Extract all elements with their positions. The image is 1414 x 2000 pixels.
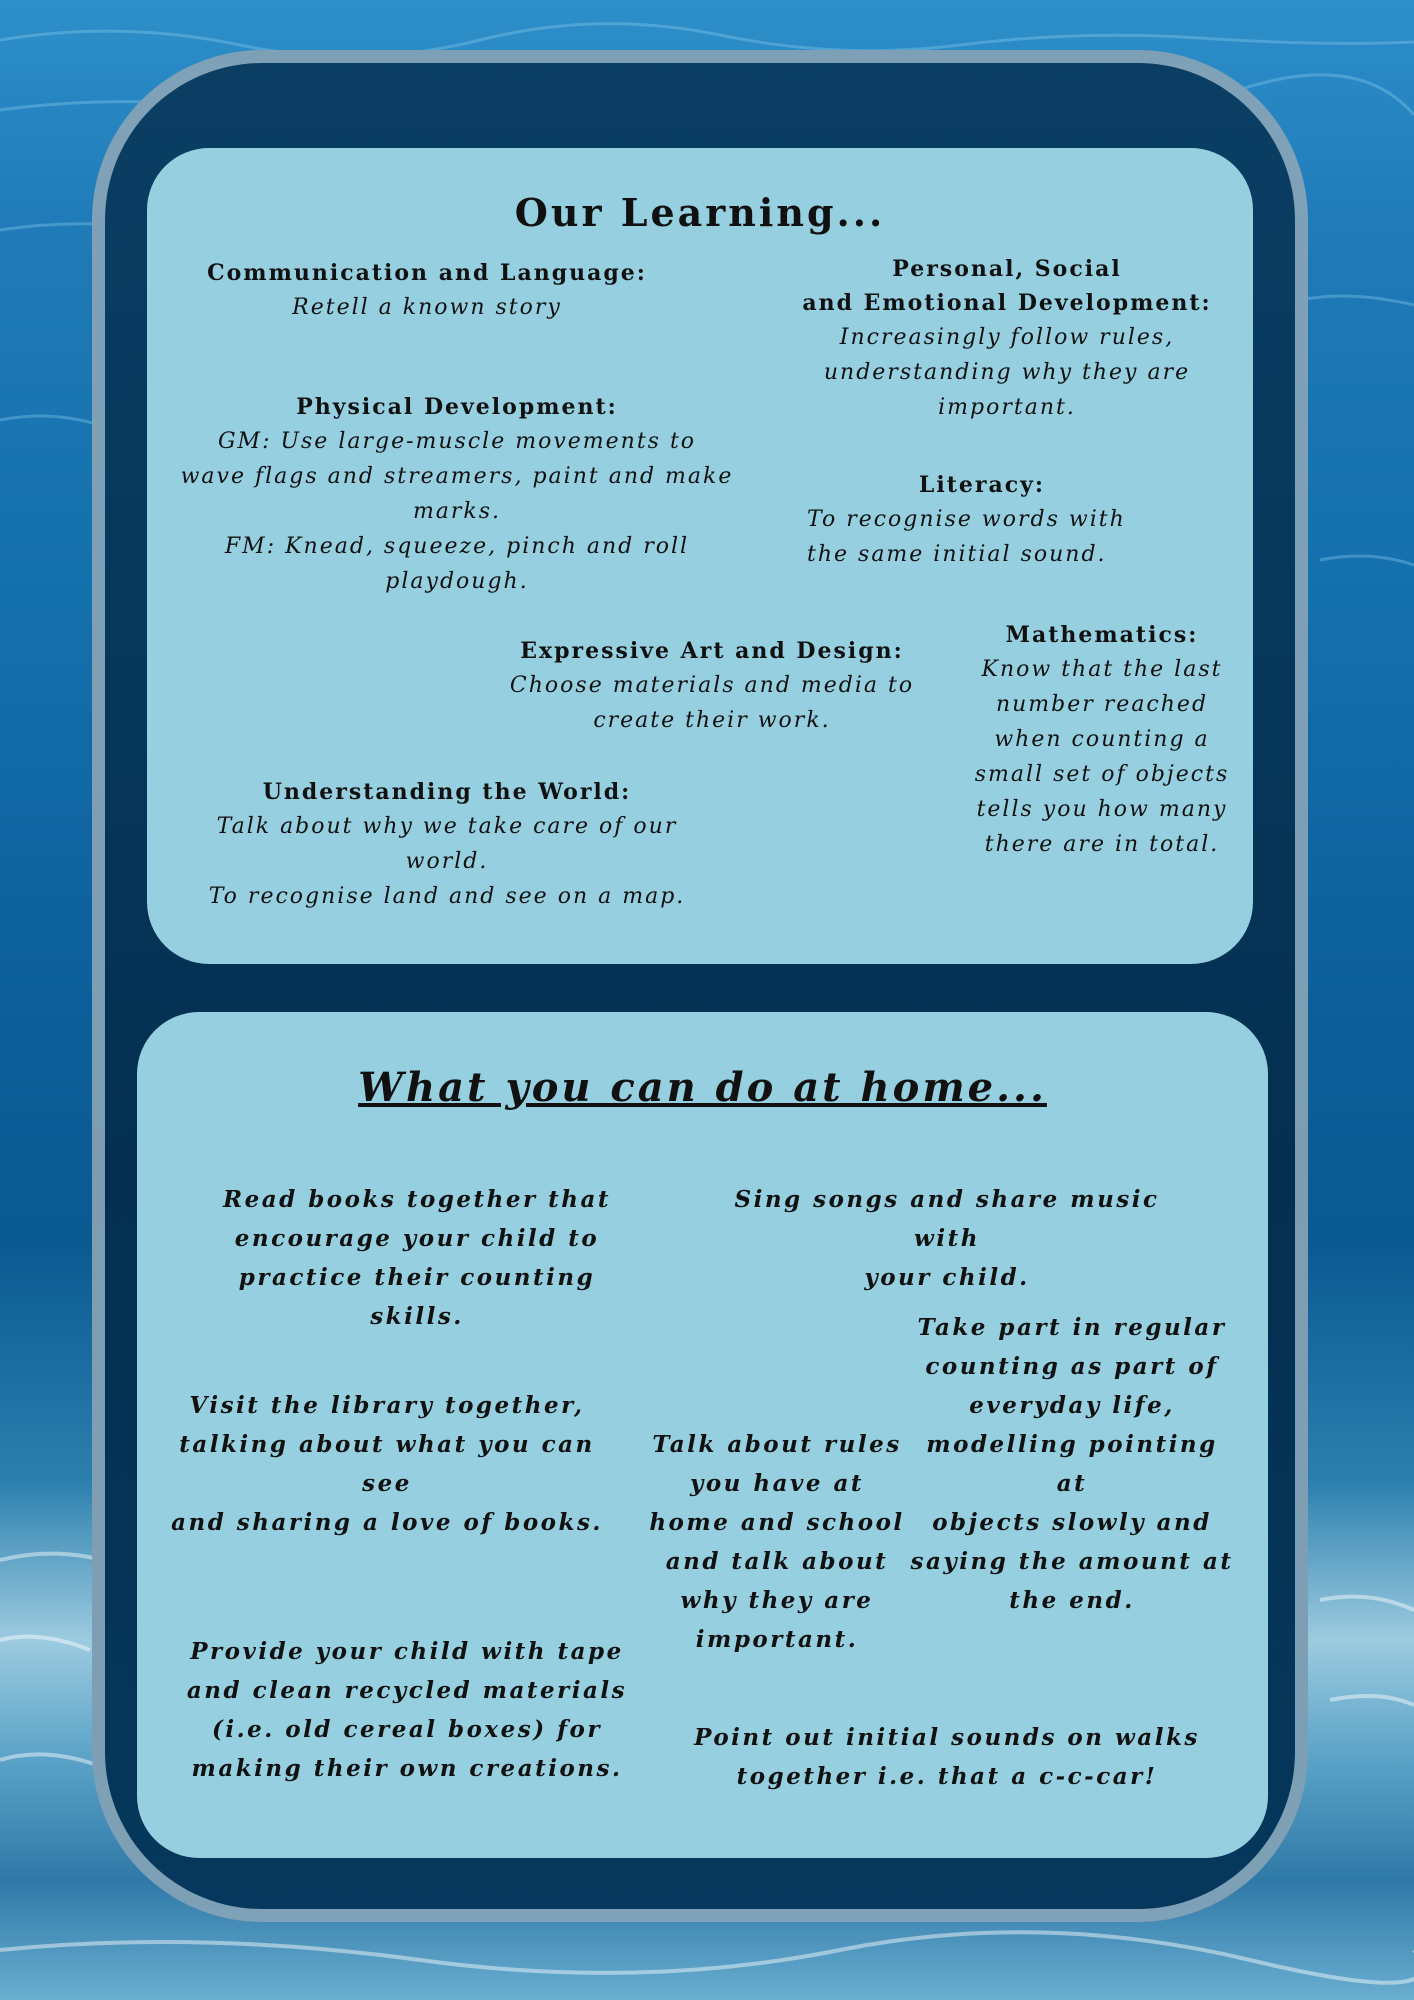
- home-title: What you can do at home...: [358, 1064, 1047, 1111]
- communication-line: Retell a known story: [292, 295, 562, 320]
- tip-library: [157, 1386, 617, 1542]
- world-line: world.: [405, 849, 489, 874]
- tip-tape: [177, 1632, 637, 1788]
- tip-line: talking about what you can see: [179, 1431, 595, 1497]
- tip-line: modelling pointing at: [926, 1431, 1218, 1497]
- home-panel: [137, 1012, 1268, 1858]
- expressive-heading: Expressive Art and Design:: [520, 638, 904, 664]
- tip-line: and sharing a love of books.: [171, 1509, 603, 1536]
- expressive-line: create their work.: [593, 708, 831, 733]
- tip-line: you have at: [689, 1470, 865, 1497]
- tip-read-books: [187, 1180, 647, 1336]
- physical-line: marks.: [412, 499, 502, 524]
- mathematics-line: there are in total.: [984, 832, 1220, 857]
- tip-sounds: [687, 1718, 1207, 1796]
- literacy-heading: Literacy:: [918, 472, 1046, 498]
- tip-line: objects slowly and: [932, 1509, 1212, 1536]
- literacy-line: the same initial sound.: [807, 542, 1107, 567]
- psed-line: important.: [938, 395, 1076, 420]
- psed-heading-line: and Emotional Development:: [802, 290, 1212, 316]
- psed-line: Increasingly follow rules,: [839, 325, 1175, 350]
- tip-line: (i.e. old cereal boxes) for: [212, 1716, 602, 1743]
- tip-line: important.: [695, 1626, 859, 1653]
- world-block: [187, 775, 707, 914]
- tip-rules: [647, 1425, 907, 1659]
- psed-block: [787, 252, 1227, 425]
- tip-line: home and school: [649, 1509, 905, 1536]
- mathematics-heading: Mathematics:: [1005, 622, 1199, 648]
- physical-line: FM: Knead, squeeze, pinch and roll: [224, 534, 690, 559]
- tip-line: your child.: [864, 1264, 1030, 1291]
- expressive-line: Choose materials and media to: [509, 673, 915, 698]
- tip-line: Provide your child with tape: [190, 1638, 624, 1665]
- mathematics-line: small set of objects: [974, 762, 1230, 787]
- world-line: To recognise land and see on a map.: [208, 884, 686, 909]
- tip-line: Sing songs and share music with: [734, 1186, 1160, 1252]
- tip-line: Point out initial sounds on walks: [694, 1724, 1200, 1751]
- world-heading: Understanding the World:: [262, 779, 632, 805]
- mathematics-block: [962, 618, 1242, 862]
- tip-line: why they are: [680, 1587, 874, 1614]
- physical-block: [167, 390, 747, 599]
- our-learning-title: Our Learning...: [514, 190, 886, 235]
- world-line: Talk about why we take care of our: [216, 814, 678, 839]
- mathematics-line: number reached: [995, 692, 1209, 717]
- tip-line: counting as part of: [925, 1353, 1219, 1380]
- physical-line: wave flags and streamers, paint and make: [180, 464, 734, 489]
- mathematics-line: when counting a: [994, 727, 1210, 752]
- expressive-block: [487, 634, 937, 738]
- tip-line: making their own creations.: [191, 1755, 623, 1782]
- mathematics-line: Know that the last: [981, 657, 1223, 682]
- tip-line: encourage your child to: [234, 1225, 600, 1252]
- physical-heading: Physical Development:: [296, 394, 618, 420]
- tip-line: saying the amount at: [910, 1548, 1234, 1575]
- communication-block: [177, 256, 677, 325]
- psed-line: understanding why they are: [823, 360, 1191, 385]
- tip-line: and clean recycled materials: [186, 1677, 628, 1704]
- tip-sing-songs: [697, 1180, 1197, 1297]
- mathematics-line: tells you how many: [976, 797, 1228, 822]
- physical-line: GM: Use large-muscle movements to: [217, 429, 697, 454]
- tip-line: Read books together that: [222, 1186, 612, 1213]
- literacy-line: To recognise words with: [807, 507, 1126, 532]
- tip-line: Take part in regular: [917, 1314, 1227, 1341]
- communication-heading: Communication and Language:: [207, 260, 647, 286]
- tip-line: the end.: [1009, 1587, 1135, 1614]
- tip-line: Visit the library together,: [189, 1392, 585, 1419]
- tip-line: together i.e. that a c-c-car!: [736, 1763, 1158, 1790]
- tip-line: Talk about rules: [652, 1431, 902, 1458]
- tip-counting: [907, 1308, 1237, 1620]
- tip-line: practice their counting skills.: [238, 1264, 596, 1330]
- our-learning-panel: [147, 148, 1253, 964]
- tip-line: and talk about: [665, 1548, 889, 1575]
- literacy-block: [807, 468, 1157, 572]
- psed-heading-line: Personal, Social: [892, 256, 1122, 282]
- tip-line: everyday life,: [969, 1392, 1175, 1419]
- physical-line: playdough.: [385, 569, 529, 594]
